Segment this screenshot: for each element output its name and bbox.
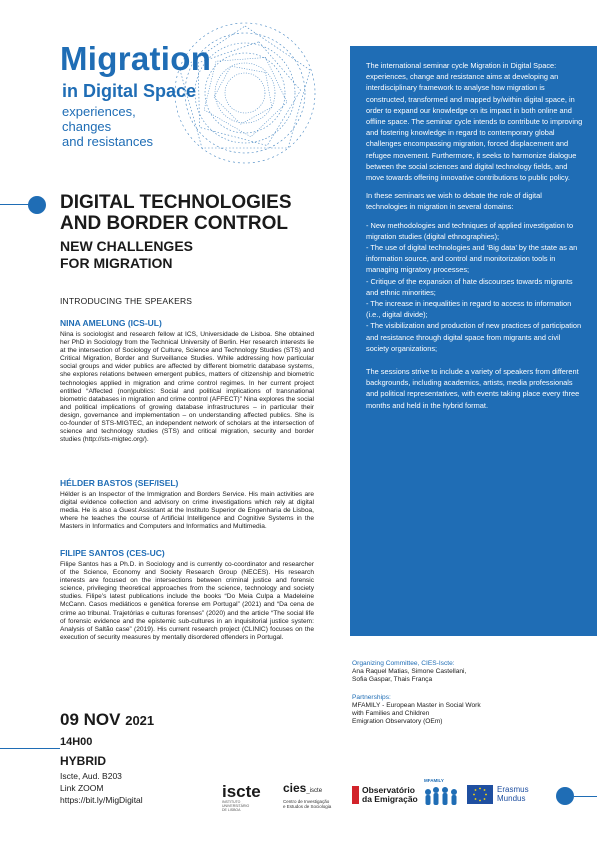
- intro-label: INTRODUCING THE SPEAKERS: [60, 296, 193, 306]
- title-main: Migration: [60, 40, 212, 77]
- speaker-name: FILIPE SANTOS (CES-UC): [60, 548, 165, 558]
- panel-intro: The international seminar cycle Migration in Digital Space: experiences, change and resistance aims at developing an interdisciplinary framework to analyse how migration is constructed, transformed and mapped by/within digital space, in order to expand our knowledge on its impact in both online and offline space. The seminar cycle intends to contribute to improving and fostering knowledge in regard to contemporary global challenges encompassing migration, forced displacement and refugee movement. Furthermore, it seeks to harmonize dialogue between the social sciences and digital technology fields, and move towards offering innovative contributions to public policy.: [366, 61, 583, 183]
- speaker-name: NINA AMELUNG (ICS-UL): [60, 318, 162, 328]
- divider-line: [574, 796, 597, 797]
- event-time: 14H00: [60, 736, 93, 748]
- oem-mark-icon: [352, 786, 359, 804]
- domain-item: - Critique of the expansion of hate discourses towards migrants and ethnic minorities;: [366, 276, 573, 297]
- organizing-names: Ana Raquel Matias, Simone Castellani, Sofia Gaspar, Thais França: [352, 668, 467, 683]
- info-panel-text: [366, 60, 584, 418]
- accent-dot: [28, 196, 46, 214]
- domain-item: - The visibilization and production of new practices of participation and resistance through digital space from migrants and civil society organizations;: [366, 321, 582, 353]
- partnerships-text: MFAMILY - European Master in Social Work with Families and Children Emigration Observatory (OEm): [352, 702, 481, 725]
- event-date: [60, 710, 154, 730]
- eu-flag-icon: [467, 785, 493, 804]
- cies-logo: cies_iscte Centro de Investigação e Estudos de Sociologia: [283, 781, 332, 809]
- organizing-label: Organizing Committee, CIES-Iscte:: [352, 660, 455, 667]
- event-subheadline: NEW CHALLENGES FOR MIGRATION: [60, 238, 193, 271]
- accent-dot: [556, 787, 574, 805]
- domain-item: - The use of digital technologies and ‘Big data’ by the state as an information source, and control and monitorization tools in managing migratory processes;: [366, 243, 578, 275]
- panel-closing: The sessions strive to include a variety of speakers from different backgrounds, including academics, artists, media professionals and political representatives, with events taking place every three months and held in the hybrid format.: [366, 367, 580, 410]
- title-sub: in Digital Space: [62, 81, 197, 101]
- speaker-bio: Hélder is an Inspector of the Immigration and Borders Service. His main activities are digital evidence collection and advisory on crime investigations which rely at digital media. He is also a Guest Assistant at the Instituto Superior de Engenharia de Lisboa, where he teaches the course of Artificial Intelligence and Cognitive Systems in the Masters in Informatics and Computers and Informatics and Multimedia.: [60, 491, 314, 531]
- speaker-name: HÉLDER BASTOS (SEF/ISEL): [60, 478, 179, 488]
- speaker-3: [60, 548, 314, 642]
- domain-item: - The increase in inequalities in regard to access to information (i.e., digital divide);: [366, 299, 572, 320]
- speaker-bio: Filipe Santos has a Ph.D. in Sociology and is currently co-coordinator and researcher of the Science, Economy and Society Research Group (NECES). His research interests are focused on the intersections between criminal justice and forensic science, privileging theoretical approaches from the science, technology and society studies. Filipe’s latest publications include the books “Do Meia Culpa a Madeleine McCann. Casos mediáticos e genética forense em Portugal” (2021) and “Da cena de crime ao tribunal. Trajetórias e culturas forenses” (2020) and the article “The social life of forensic evidence and the epistemic sub-cultures in an inquisitorial justice system: Analysis of Saltão case” (2019). His current research project (CLINIC) focuses on the execution of security measures by mentally disordered offenders in Portugal.: [60, 561, 314, 641]
- partnerships-label: Partnerships:: [352, 694, 391, 701]
- speaker-1: [60, 318, 314, 444]
- event-headline: DIGITAL TECHNOLOGIES AND BORDER CONTROL: [60, 192, 292, 234]
- event-venue: Iscte, Aud. B203 Link ZOOM https://bit.ly/MigDigital: [60, 771, 143, 805]
- mfamily-logo: MFAMILY: [420, 778, 462, 810]
- event-mode: HYBRID: [60, 754, 107, 768]
- date-day: 09 NOV: [60, 710, 121, 729]
- date-year: 2021: [125, 713, 155, 728]
- erasmus-logo: Erasmus Mundus: [467, 785, 493, 809]
- panel-domains-intro: In these seminars we wish to debate the role of digital technologies in migration in several domains:: [366, 191, 542, 212]
- title-tagline: experiences, changes and resistances: [62, 104, 154, 149]
- date-divider: [0, 748, 60, 749]
- speaker-bio: Nina is sociologist and research fellow at ICS, Universidade de Lisboa. She obtained her PhD in Sociology from the Technical University of Berlin. Her research interests lie at the intersection of Sociology of Culture, Science and Technology Studies (STS) and Critical Migration, Border and Surveillance Studies. While addressing how particular social groups and wider publics are affected by different biometric database systems, she explores relations between emergent publics, matters of citizenship and biometric technologies applied in migration and crime control regimes. In her current project entitled “Affected (non)publics: Social and political implications of transnational biometric databases in migration and crime control (AFFECT)” Nina explores the social and political implications of growing database infrastructures – in particular their design, governance and implementation – on understanding affected publics. She is co-founder of STS-MIGTEC, an independent network of scholars at the intersection of science and technology studies (STS) and critical migration, security and border studies (http://sts-migtec.org/).: [60, 331, 314, 444]
- domain-item: - New methodologies and techniques of applied investigation to migration studies (digital ethnographies);: [366, 220, 574, 241]
- iscte-logo: iscte INSTITUTO UNIVERSITÁRIO DE LISBOA: [222, 782, 261, 812]
- speaker-2: [60, 478, 314, 531]
- divider-line: [0, 204, 30, 205]
